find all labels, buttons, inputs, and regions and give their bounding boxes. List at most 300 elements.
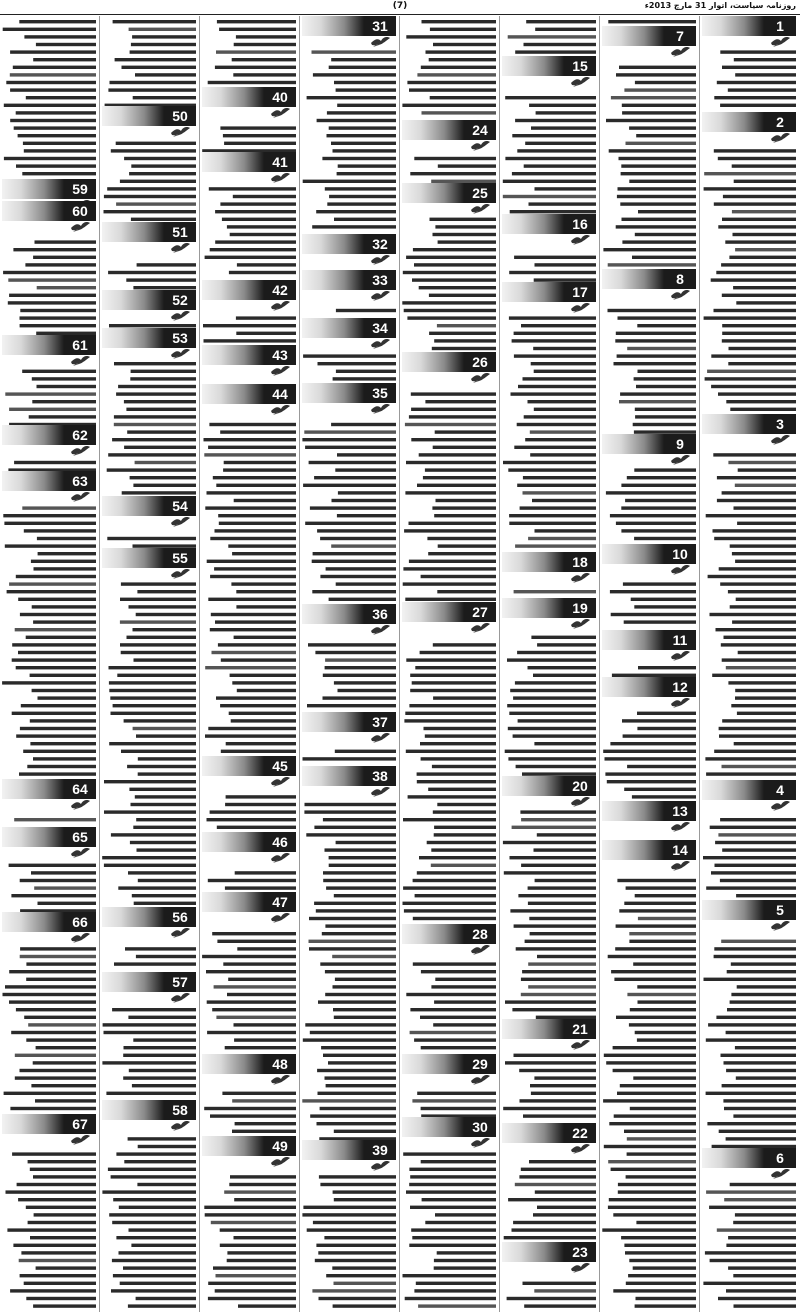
urdu-text-line — [517, 149, 596, 152]
urdu-text-line — [705, 1251, 796, 1254]
urdu-text-line — [204, 438, 297, 441]
urdu-text-line — [427, 841, 496, 844]
urdu-text-line — [334, 1282, 397, 1285]
urdu-text-line — [625, 1251, 696, 1254]
urdu-text-line — [104, 864, 196, 867]
urdu-text-line — [710, 613, 797, 616]
urdu-text-line — [516, 765, 596, 768]
news-item-number: 5 — [776, 902, 784, 918]
news-item-header — [602, 801, 696, 821]
urdu-text-line — [18, 1198, 96, 1201]
urdu-text-line — [211, 1221, 296, 1224]
urdu-text-line — [305, 803, 397, 806]
urdu-text-line — [420, 742, 496, 745]
urdu-text-line — [718, 225, 796, 228]
urdu-text-line — [333, 1304, 396, 1307]
urdu-text-line — [333, 985, 397, 988]
urdu-text-line — [537, 1206, 596, 1209]
urdu-text-line — [315, 1259, 396, 1262]
urdu-text-line — [627, 476, 696, 479]
urdu-text-line — [735, 1046, 796, 1049]
urdu-text-line — [215, 210, 296, 213]
urdu-text-line — [309, 947, 396, 950]
urdu-text-line — [715, 841, 796, 844]
urdu-text-line — [32, 400, 96, 403]
urdu-text-line — [428, 552, 496, 555]
news-item-header — [702, 780, 796, 800]
urdu-text-line — [20, 316, 97, 319]
urdu-text-line — [217, 20, 296, 23]
urdu-text-line — [5, 544, 96, 547]
urdu-text-line — [307, 1228, 396, 1231]
news-item-number: 12 — [672, 679, 688, 695]
urdu-text-line — [728, 1266, 796, 1269]
urdu-text-line — [535, 529, 597, 532]
urdu-text-line — [517, 484, 596, 487]
urdu-text-line — [626, 886, 696, 889]
urdu-text-line — [31, 871, 96, 874]
urdu-text-line — [608, 20, 696, 23]
urdu-text-line — [430, 96, 496, 99]
column-divider — [599, 16, 600, 1312]
urdu-text-line — [614, 362, 697, 365]
news-item-number: 11 — [672, 632, 688, 648]
urdu-text-line — [117, 674, 196, 677]
urdu-text-line — [129, 605, 197, 608]
urdu-text-line — [3, 271, 96, 274]
urdu-text-line — [426, 50, 497, 53]
urdu-text-line — [413, 917, 496, 920]
urdu-text-line — [510, 909, 596, 912]
news-item-header — [502, 56, 596, 76]
urdu-text-line — [102, 1061, 196, 1064]
urdu-text-line — [733, 1274, 796, 1277]
urdu-text-line — [726, 1069, 796, 1072]
urdu-text-line — [523, 1114, 596, 1117]
urdu-text-line — [129, 1228, 197, 1231]
urdu-text-line — [110, 81, 197, 84]
urdu-text-line — [26, 96, 96, 99]
urdu-text-line — [410, 172, 496, 175]
urdu-text-line — [222, 218, 296, 221]
urdu-text-line — [14, 126, 96, 129]
urdu-text-line — [409, 88, 496, 91]
urdu-text-line — [303, 1206, 396, 1209]
urdu-text-line — [709, 1206, 796, 1209]
urdu-text-line — [107, 468, 196, 471]
urdu-text-line — [329, 126, 396, 129]
urdu-text-line — [304, 810, 396, 813]
urdu-text-line — [414, 1038, 496, 1041]
urdu-text-line — [218, 514, 296, 517]
urdu-text-line — [229, 271, 296, 274]
urdu-text-line — [433, 1023, 496, 1026]
urdu-text-line — [509, 522, 596, 525]
urdu-text-line — [714, 955, 796, 958]
urdu-text-line — [517, 651, 596, 654]
urdu-text-line — [216, 50, 296, 53]
urdu-text-line — [109, 1213, 196, 1216]
urdu-text-line — [10, 1107, 96, 1110]
urdu-text-line — [635, 233, 696, 236]
urdu-text-line — [226, 742, 296, 745]
urdu-text-line — [337, 514, 396, 517]
urdu-text-line — [519, 1069, 596, 1072]
urdu-text-line — [213, 1266, 296, 1269]
urdu-text-line — [206, 970, 296, 973]
urdu-text-line — [404, 529, 496, 532]
urdu-text-line — [720, 582, 796, 585]
urdu-text-line — [724, 1107, 796, 1110]
news-item-number: 19 — [572, 600, 588, 616]
urdu-text-line — [734, 1304, 797, 1307]
urdu-text-line — [230, 1175, 296, 1178]
urdu-text-line — [204, 339, 297, 342]
news-item-number: 16 — [572, 216, 588, 232]
urdu-text-line — [303, 180, 396, 183]
urdu-text-line — [120, 598, 196, 601]
news-item-header — [502, 1019, 596, 1039]
urdu-text-line — [24, 1016, 96, 1019]
urdu-text-line — [512, 134, 596, 137]
urdu-text-line — [26, 1206, 96, 1209]
urdu-text-line — [620, 1084, 696, 1087]
urdu-text-line — [325, 970, 396, 973]
urdu-text-line — [514, 590, 596, 593]
urdu-text-line — [535, 879, 596, 882]
urdu-text-line — [331, 423, 396, 426]
urdu-text-line — [425, 400, 496, 403]
urdu-text-line — [535, 1190, 596, 1193]
urdu-text-line — [234, 499, 296, 502]
urdu-text-line — [638, 370, 697, 373]
urdu-text-line — [616, 73, 696, 76]
news-item-number: 42 — [272, 282, 288, 298]
urdu-text-line — [619, 157, 697, 160]
urdu-text-line — [123, 1076, 196, 1079]
urdu-text-line — [410, 674, 496, 677]
urdu-text-line — [335, 468, 396, 471]
urdu-text-line — [108, 88, 196, 91]
urdu-text-line — [621, 164, 696, 167]
urdu-text-line — [326, 1084, 396, 1087]
urdu-text-line — [431, 864, 496, 867]
urdu-text-line — [602, 1228, 696, 1231]
urdu-text-line — [529, 104, 596, 107]
news-item-header — [202, 384, 296, 404]
urdu-text-line — [212, 1008, 296, 1011]
urdu-text-line — [316, 210, 396, 213]
urdu-text-line — [535, 28, 596, 31]
urdu-text-line — [730, 544, 796, 547]
dove-icon — [269, 107, 291, 119]
urdu-text-line — [33, 1175, 96, 1178]
urdu-text-line — [430, 218, 497, 221]
urdu-text-line — [26, 962, 96, 965]
urdu-text-line — [137, 590, 196, 593]
news-item-number: 18 — [572, 554, 588, 570]
dove-icon — [569, 1039, 591, 1051]
urdu-text-line — [16, 1008, 96, 1011]
urdu-text-line — [9, 864, 96, 867]
urdu-text-line — [728, 590, 796, 593]
urdu-text-line — [109, 681, 196, 684]
urdu-text-line — [629, 1259, 696, 1262]
dove-icon — [669, 289, 691, 301]
urdu-text-line — [336, 309, 396, 312]
urdu-text-line — [513, 1221, 596, 1224]
urdu-text-line — [19, 772, 96, 775]
urdu-text-line — [518, 385, 596, 388]
urdu-text-line — [332, 499, 397, 502]
urdu-text-line — [103, 1023, 196, 1026]
urdu-text-line — [18, 134, 96, 137]
urdu-text-line — [114, 962, 196, 965]
dove-icon — [569, 572, 591, 584]
urdu-text-line — [120, 620, 196, 623]
urdu-text-line — [326, 886, 396, 889]
urdu-text-line — [124, 1046, 197, 1049]
urdu-text-line — [406, 256, 496, 259]
urdu-text-line — [131, 370, 196, 373]
urdu-text-line — [435, 430, 496, 433]
urdu-text-line — [435, 225, 496, 228]
urdu-text-line — [106, 1092, 196, 1095]
urdu-text-line — [632, 256, 696, 259]
urdu-text-line — [722, 66, 796, 69]
urdu-text-line — [22, 370, 96, 373]
urdu-text-line — [224, 461, 296, 464]
urdu-text-line — [619, 909, 696, 912]
urdu-text-line — [227, 1259, 296, 1262]
urdu-text-line — [29, 415, 96, 418]
news-item-number: 3 — [776, 416, 784, 432]
urdu-text-line — [236, 590, 296, 593]
news-item-number: 34 — [372, 320, 388, 336]
news-item-number: 38 — [372, 768, 388, 784]
urdu-text-line — [617, 195, 696, 198]
urdu-text-line — [726, 1289, 796, 1292]
urdu-text-line — [414, 263, 496, 266]
urdu-text-line — [314, 476, 396, 479]
urdu-text-line — [409, 1168, 496, 1171]
urdu-text-line — [609, 1122, 696, 1125]
dove-icon — [169, 568, 191, 580]
dove-icon — [669, 821, 691, 833]
urdu-text-line — [317, 1122, 397, 1125]
urdu-text-line — [616, 924, 696, 927]
urdu-text-line — [531, 362, 596, 365]
urdu-text-line — [432, 765, 496, 768]
urdu-text-line — [624, 88, 696, 91]
urdu-text-line — [318, 1092, 397, 1095]
dove-icon — [69, 355, 91, 367]
urdu-text-line — [403, 818, 496, 821]
urdu-text-line — [133, 286, 196, 289]
urdu-text-line — [20, 955, 96, 958]
urdu-text-line — [717, 1228, 796, 1231]
urdu-text-line — [508, 757, 596, 760]
urdu-text-line — [6, 1190, 97, 1193]
urdu-text-line — [127, 430, 196, 433]
urdu-text-line — [312, 1289, 396, 1292]
urdu-text-line — [236, 35, 296, 38]
urdu-text-line — [325, 924, 396, 927]
urdu-text-line — [514, 332, 596, 335]
news-item-header — [402, 352, 496, 372]
urdu-text-line — [524, 415, 596, 418]
urdu-text-line — [533, 347, 596, 350]
urdu-text-line — [738, 468, 796, 471]
urdu-text-line — [331, 58, 396, 61]
urdu-text-line — [433, 810, 496, 813]
urdu-text-line — [411, 392, 496, 395]
urdu-text-line — [313, 552, 396, 555]
urdu-text-line — [635, 894, 696, 897]
urdu-text-line — [531, 1092, 596, 1095]
urdu-text-line — [9, 294, 96, 297]
urdu-text-line — [422, 111, 497, 114]
urdu-text-line — [719, 1130, 796, 1133]
urdu-text-line — [220, 430, 296, 433]
urdu-text-line — [23, 142, 96, 145]
urdu-text-line — [334, 894, 396, 897]
urdu-text-line — [629, 940, 696, 943]
news-item-number: 53 — [172, 330, 188, 346]
urdu-text-line — [33, 1061, 96, 1064]
urdu-text-line — [706, 1092, 796, 1095]
urdu-text-line — [708, 575, 796, 578]
column-divider — [399, 16, 400, 1312]
urdu-text-line — [636, 1221, 696, 1224]
urdu-text-line — [210, 1114, 296, 1117]
urdu-text-line — [204, 1206, 296, 1209]
urdu-text-line — [33, 1304, 96, 1307]
urdu-text-line — [721, 263, 796, 266]
column-divider — [499, 16, 500, 1312]
urdu-text-line — [617, 354, 696, 357]
urdu-text-line — [227, 993, 296, 996]
urdu-text-line — [28, 1160, 96, 1163]
dove-icon — [669, 860, 691, 872]
urdu-text-line — [121, 651, 196, 654]
urdu-text-line — [205, 666, 296, 669]
urdu-text-line — [726, 1244, 796, 1247]
urdu-text-line — [112, 438, 196, 441]
urdu-text-line — [606, 119, 696, 122]
urdu-text-line — [615, 339, 696, 342]
urdu-text-line — [514, 924, 596, 927]
urdu-text-line — [730, 605, 796, 608]
urdu-text-line — [234, 1198, 296, 1201]
urdu-text-line — [324, 1236, 396, 1239]
dove-icon — [69, 932, 91, 944]
urdu-text-line — [22, 506, 96, 509]
dove-icon — [169, 516, 191, 528]
urdu-text-line — [205, 506, 296, 509]
urdu-text-line — [611, 1168, 696, 1171]
urdu-text-line — [624, 788, 696, 791]
news-item-number: 58 — [172, 1102, 188, 1118]
urdu-text-line — [104, 195, 196, 198]
urdu-text-line — [523, 377, 597, 380]
news-item-number: 46 — [272, 834, 288, 850]
news-item-number: 27 — [472, 604, 488, 620]
urdu-text-line — [231, 719, 296, 722]
urdu-text-line — [507, 1297, 596, 1300]
news-item-header — [2, 779, 96, 799]
dove-icon — [269, 365, 291, 377]
dove-icon — [369, 254, 391, 266]
urdu-text-line — [711, 385, 796, 388]
urdu-text-line — [135, 461, 196, 464]
urdu-text-line — [21, 1251, 96, 1254]
news-item-number: 52 — [172, 292, 188, 308]
urdu-text-line — [33, 58, 96, 61]
news-item-header — [602, 434, 696, 454]
urdu-text-line — [405, 712, 496, 715]
urdu-text-line — [626, 142, 697, 145]
urdu-text-line — [312, 590, 396, 593]
urdu-text-line — [138, 757, 196, 760]
news-item-number: 63 — [72, 473, 88, 489]
urdu-text-line — [729, 347, 797, 350]
urdu-text-line — [229, 1183, 296, 1186]
urdu-text-line — [109, 666, 197, 669]
news-item-header — [102, 290, 196, 310]
urdu-text-line — [521, 993, 596, 996]
urdu-text-line — [413, 879, 496, 882]
urdu-text-line — [135, 73, 196, 76]
urdu-text-line — [733, 1221, 796, 1224]
urdu-text-line — [5, 985, 96, 988]
urdu-text-line — [136, 1297, 196, 1300]
urdu-text-line — [410, 689, 496, 692]
urdu-text-line — [634, 537, 696, 540]
urdu-text-line — [133, 484, 196, 487]
urdu-text-line — [421, 1160, 496, 1163]
urdu-text-line — [622, 719, 696, 722]
urdu-text-line — [604, 1054, 696, 1057]
urdu-text-line — [725, 240, 796, 243]
urdu-text-line — [302, 1099, 396, 1102]
urdu-text-line — [329, 66, 396, 69]
urdu-text-line — [521, 324, 596, 327]
urdu-text-line — [123, 1266, 196, 1269]
urdu-text-line — [734, 506, 797, 509]
urdu-text-line — [528, 902, 596, 905]
urdu-text-line — [317, 1069, 396, 1072]
urdu-text-line — [515, 1183, 596, 1186]
news-item-number: 26 — [472, 354, 488, 370]
urdu-text-line — [505, 157, 596, 160]
urdu-text-line — [304, 430, 396, 433]
urdu-text-line — [512, 1228, 597, 1231]
urdu-text-line — [433, 643, 496, 646]
urdu-text-line — [533, 674, 596, 677]
urdu-text-line — [417, 772, 496, 775]
urdu-text-line — [504, 1236, 596, 1239]
dove-icon — [469, 1137, 491, 1149]
urdu-text-line — [736, 894, 796, 897]
urdu-text-line — [422, 20, 497, 23]
urdu-text-line — [130, 377, 196, 380]
urdu-text-line — [528, 537, 596, 540]
urdu-text-line — [720, 879, 796, 882]
urdu-text-line — [32, 689, 96, 692]
urdu-text-line — [114, 415, 196, 418]
urdu-text-line — [734, 742, 796, 745]
